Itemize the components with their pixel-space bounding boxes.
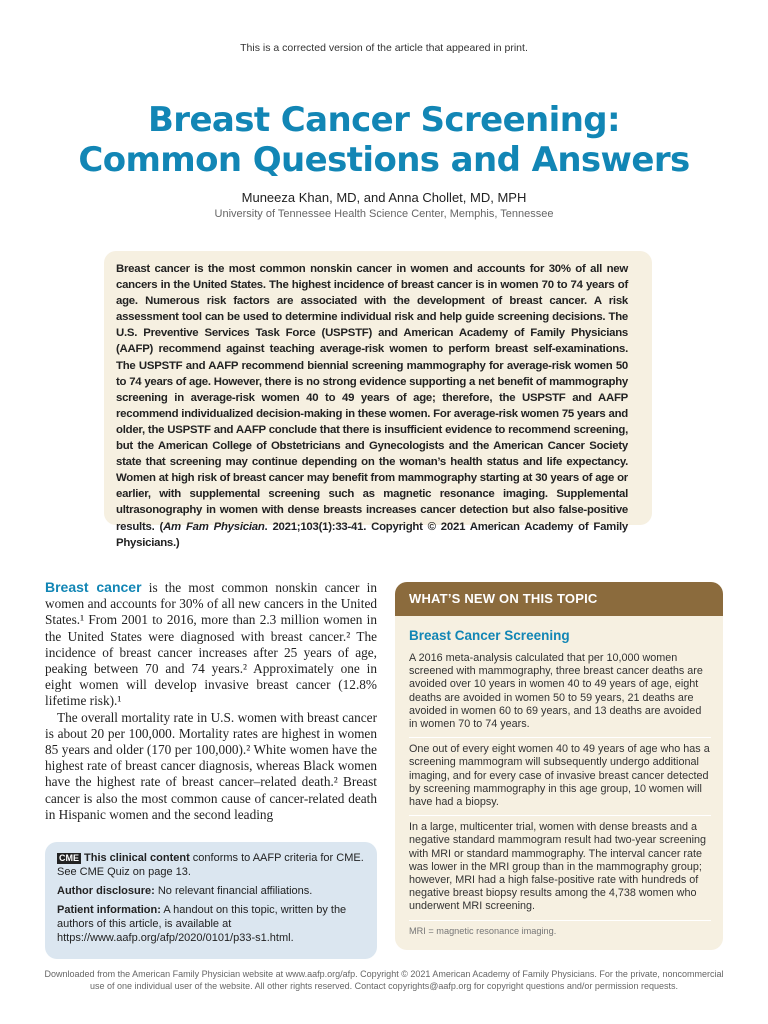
cme-clinical [57,851,367,879]
body-paragraph-1-text: is the most common nonskin cancer in women and accounts for 30% of all new cancers in the United States.¹ From 2001 to 2016, more than 2.3 million women in the United States were diagnosed with breast cancer.² The incidence of breast cancer increases after 25 years of age, peaking between 70 and 74 years.² Approximately one in eight women will develop invasive breast cancer (12.8% lifetime risk).¹ [45,580,377,709]
cme-clinical-text: conforms to AAFP criteria for CME. See CME Quiz on page 13. [57,852,364,878]
affiliation: University of Tennessee Health Science Center, Memphis, Tennessee [214,208,554,220]
cme-info-box [45,842,377,959]
article-title [0,100,768,180]
citation-journal: Am Fam Physician [163,520,265,533]
body-paragraph-1 [45,579,377,710]
cme-badge: CME [59,853,79,863]
divider [409,737,711,738]
correction-note: This is a corrected version of the article that appeared in print. [240,42,528,54]
title-line-2: Common Questions and Answers [78,140,690,180]
whats-new-item: A 2016 meta-analysis calculated that per 10,000 women screened with mammography, three breast cancer deaths are avoided over 10 years in women 40 to 49 years of age, eight deaths are avoided in women 50 to 59 years, 21 deaths are avoided in women 60 to 69 years, and 13 deaths are avoided in women 70 to 74 years. [409,652,703,731]
body-paragraph-2: The overall mortality rate in U.S. women with breast cancer is about 20 per 100,000. Mortality rates are highest in women 85 years and older (170 per 100,000).² White women have the highest rate of breast cancer diagnosis, whereas Black women have the highest rate of breast cancer–related death.² Breast cancer is also the most common cause of cancer-related death in Hispanic women and the second leading [45,709,377,822]
divider [409,920,711,921]
authors: Muneeza Khan, MD, and Anna Chollet, MD, MPH [241,190,527,205]
citation-rest: . 2021;103(1):33-41. Copyright © 2021 American Academy of Family Physicians.) [116,520,628,549]
cme-clinical-label: This clinical content [84,852,190,864]
divider [409,815,711,816]
patient-info-label: Patient information: [57,904,161,916]
whats-new-subtitle: Breast Cancer Screening [409,628,570,643]
author-disclosure [57,884,367,898]
disclosure-text: No relevant financial affiliations. [154,885,313,897]
whats-new-item: One out of every eight women 40 to 49 years of age who has a screening mammogram will subsequently undergo additional imaging, and for every case of invasive breast cancer detected by screening mammography in this age group, 10 women will have had a biopsy. [409,743,710,809]
whats-new-item: In a large, multicenter trial, women with dense breasts and a negative standard mammogram result had two-year screening with MRI or standard mammography. The interval cancer rate was lower in the MRI group than in the mammography group; however, MRI had a high false-positive rate with hundreds of negative breast biopsy results among the 4,738 women who underwent MRI screening. [409,821,707,913]
lead-term: Breast cancer [45,579,142,595]
copyright-footer: Downloaded from the American Family Physician website at www.aafp.org/afp. Copyright © 2021 American Academy of Family Physicians. For the private, noncommercial use of one individual user of the website. All other rights reserved. Contact copyrights@aafp.org for copyright questions and/or permission requests. [44,969,724,991]
abstract-box [104,251,652,549]
whats-new-box [395,582,723,950]
whats-new-header: WHAT’S NEW ON THIS TOPIC [395,582,723,616]
patient-info-text: A handout on this topic, written by the authors of this article, is available at https://www.aafp.org/afp/2020/0101/p33-s1.html. [57,904,347,944]
whats-new-footnote: MRI = magnetic resonance imaging. [409,925,557,936]
disclosure-label: Author disclosure: [57,885,155,897]
abstract-text: Breast cancer is the most common nonskin cancer in women and accounts for 30% of all new cancers in the United States. The highest incidence of breast cancer is in women 70 to 74 years of age. Numerous risk factors are associated with the development of breast cancer. A risk assessment tool can be used to determine individual risk and help guide screening decisions. The U.S. Preventive Services Task Force (USPSTF) and American Academy of Family Physicians (AAFP) recommend against teaching average-risk women to perform breast self-examinations. The USPSTF and AAFP recommend biennial screening mammography for average-risk women 50 to 74 years of age. However, there is no strong evidence supporting a net benefit of mammography screening in average-risk women 40 to 49 years of age; therefore, the USPSTF and AAFP recommend individualized decision-making in these women. For average-risk women 75 years and older, the USPSTF and AAFP conclude that there is insufficient evidence to recommend screening, but the American College of Obstetricians and Gynecologists and the American Cancer Society state that screening may continue depending on the woman’s health status and life expectancy. Women at high risk of breast cancer may benefit from mammography starting at 30 years of age or earlier, with supplemental screening such as magnetic resonance imaging. Supplemental ultrasonography in women with dense breasts increases cancer detection but also false-positive results. ( [116,263,628,533]
patient-information [57,903,367,945]
title-line-1: Breast Cancer Screening: [147,100,621,140]
whats-new-body [395,616,723,936]
article-body [45,579,377,823]
